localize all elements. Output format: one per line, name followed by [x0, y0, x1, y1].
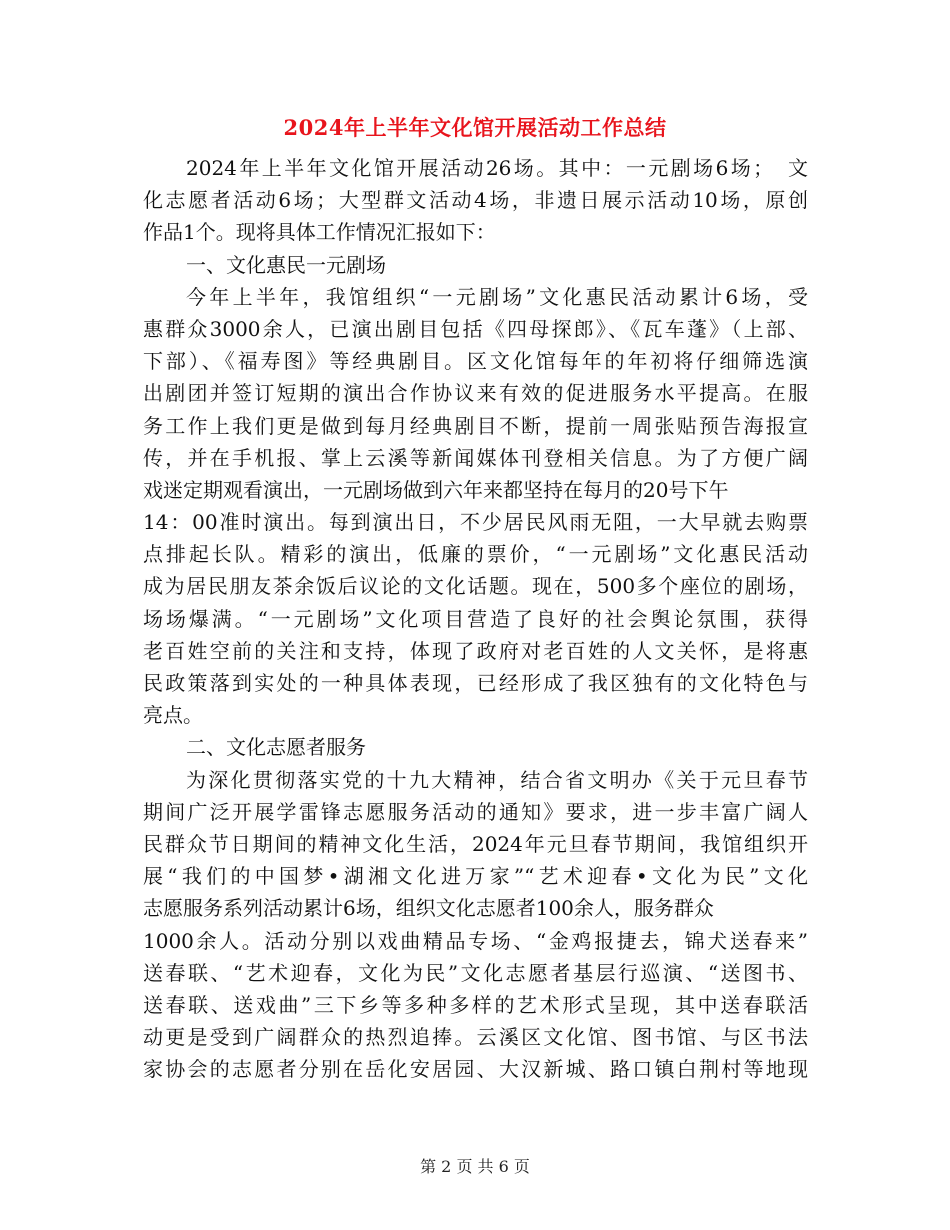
text-line: 下部）、《福寿图》等经典剧目。区文化馆每年的年初将仔细筛选演 — [143, 349, 808, 374]
text-line: 场场爆满。“一元剧场”文化项目营造了良好的社会舆论氛围，获得 — [143, 606, 808, 631]
text-line: 14：00准时演出。每到演出日，不少居民风雨无阻，一大早就去购票 — [143, 510, 808, 535]
text-line: 传，并在手机报、掌上云溪等新闻媒体刊登相关信息。为了方便广阔 — [143, 445, 808, 470]
page-number-footer: 第 2 页 共 6 页 — [420, 1157, 530, 1176]
text-line: 一、文化惠民一元剧场 — [186, 252, 386, 277]
text-line: 务工作上我们更是做到每月经典剧目不断，提前一周张贴预告海报宣 — [143, 413, 808, 438]
text-line: 为深化贯彻落实党的十九大精神，结合省文明办《关于元旦春节 — [186, 767, 808, 792]
text-line: 1000余人。活动分别以戏曲精品专场、“金鸡报捷去，锦犬送春来” — [143, 928, 808, 953]
text-line: 送春联、“艺术迎春，文化为民”文化志愿者基层行巡演、“送图书、 — [143, 960, 808, 985]
text-line: 民政策落到实处的一种具体表现，已经形成了我区独有的文化特色与 — [143, 671, 808, 695]
text-line: 老百姓空前的关注和支持，体现了政府对老百姓的人文关怀，是将惠 — [143, 638, 808, 663]
text-line: 点排起长队。精彩的演出，低廉的票价，“一元剧场”文化惠民活动 — [143, 542, 808, 567]
text-line: 动更是受到广阔群众的热烈追捧。云溪区文化馆、图书馆、与区书法 — [143, 1025, 808, 1050]
text-line: 成为居民朋友茶余饭后议论的文化话题。现在，500多个座位的剧场， — [143, 574, 808, 599]
document-title: 2024年上半年文化馆开展活动工作总结 — [283, 115, 667, 140]
text-line: 今年上半年，我馆组织“一元剧场”文化惠民活动累计6场，受 — [186, 284, 808, 309]
text-line: 亮点。 — [143, 703, 203, 728]
document-body — [143, 152, 808, 1085]
text-line: 戏迷定期观看演出，一元剧场做到六年来都坚持在每月的20号下午 — [143, 477, 729, 502]
text-line: 家协会的志愿者分别在岳化安居园、大汉新城、路口镇白荆村等地现 — [143, 1057, 808, 1082]
text-line: 惠群众3000余人，已演出剧目包括《四母探郎》、《瓦车蓬》（上部、 — [143, 316, 808, 341]
text-line: 展“我们的中国梦•湖湘文化进万家”“艺术迎春•文化为民”文化 — [143, 864, 808, 889]
text-line: 志愿服务系列活动累计6场，组织文化志愿者100余人，服务群众 — [143, 896, 714, 921]
text-line: 送春联、送戏曲”三下乡等多种多样的艺术形式呈现，其中送春联活 — [143, 992, 808, 1017]
text-line: 作品1个。现将具体工作情况汇报如下： — [143, 220, 496, 245]
text-line: 期间广泛开展学雷锋志愿服务活动的通知》要求，进一步丰富广阔人 — [143, 799, 808, 824]
text-line: 化志愿者活动6场；大型群文活动4场，非遗日展示活动10场，原创 — [143, 188, 808, 213]
text-line: 民群众节日期间的精神文化生活，2024年元旦春节期间，我馆组织开 — [143, 831, 808, 856]
text-line: 出剧团并签订短期的演出合作协议来有效的促进服务水平提高。在服 — [143, 381, 808, 406]
text-line: 二、文化志愿者服务 — [186, 735, 366, 760]
text-line: 2024年上半年文化馆开展活动26场。其中：一元剧场6场； 文 — [186, 156, 808, 180]
